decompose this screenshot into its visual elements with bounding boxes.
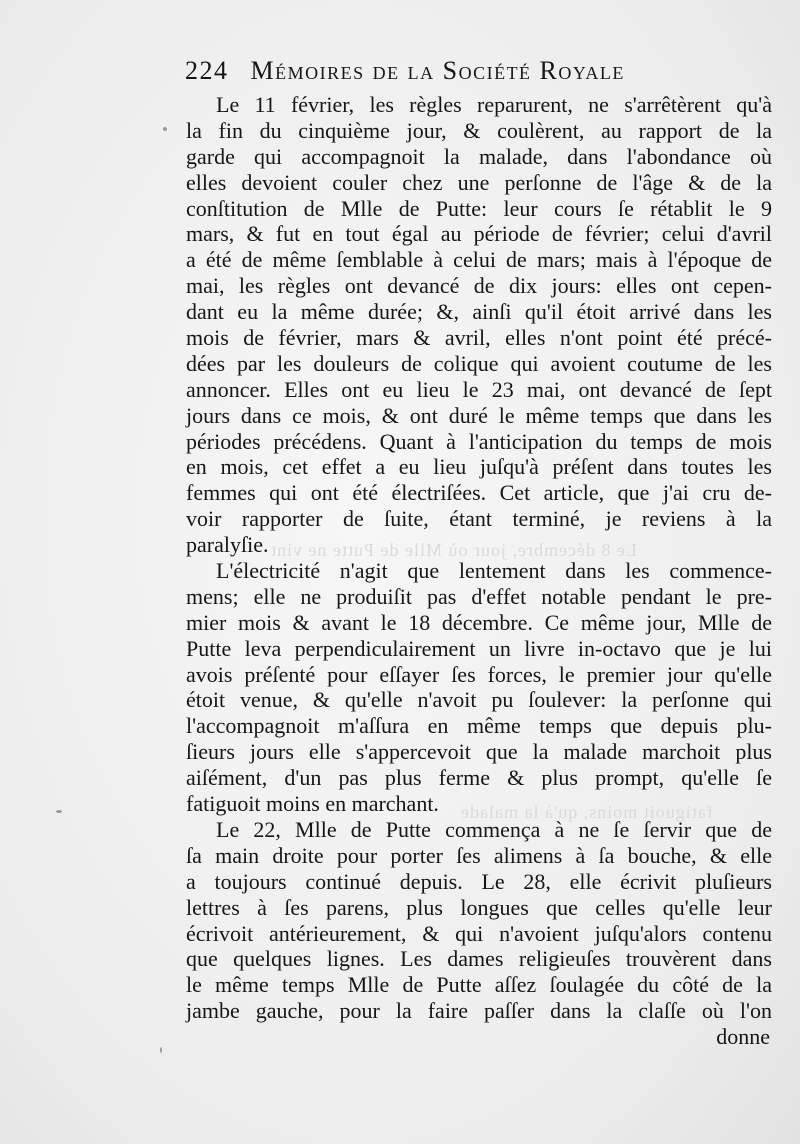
text-line: femmes qui ont été électriſées. Cet article, que j'ai cru de- (186, 480, 772, 506)
catchword: donne (716, 1024, 770, 1050)
text-line: l'accompagnoit m'aſſura en même temps que depuis plu- (186, 713, 772, 739)
text-line: mai, les règles ont devancé de dix jours: elles ont cepen- (186, 273, 772, 299)
text-line: aiſément, d'un pas plus ferme & plus prompt, qu'elle ſe (186, 765, 772, 791)
text-line: écrivoit antérieurement, & qui n'avoient juſqu'alors contenu (186, 920, 772, 946)
text-line: ſa main droite pour porter ſes alimens à ſa bouche, & elle (186, 842, 772, 868)
text-line: conſtitution de Mlle de Putte: leur cours ſe rétablit le 9 (186, 195, 772, 221)
text-line: Le 22, Mlle de Putte commença à ne ſe ſervir que de (216, 816, 772, 842)
text-line: L'électricité n'agit que lentement dans les commence- (216, 558, 772, 584)
text-line: paralyſie. (186, 532, 269, 558)
text-line: garde qui accompagnoit la malade, dans l'abondance où (186, 143, 772, 169)
paper-speck (163, 127, 167, 131)
text-line: le même temps Mlle de Putte aſſez ſoulagée du côté de la (186, 972, 772, 998)
text-line: lettres à ſes parens, plus longues que celles qu'elle leur (186, 894, 772, 920)
text-line: mois de février, mars & avril, elles n'ont point été précé- (186, 325, 772, 351)
text-line: a toujours continué depuis. Le 28, elle écrivit pluſieurs (186, 868, 772, 894)
text-line: mens; elle ne produiſit pas d'effet notable pendant le pre- (186, 583, 772, 609)
page-number: 224 (185, 56, 229, 85)
paper-speck (56, 810, 62, 813)
text-line: voir rapporter de ſuite, étant terminé, je reviens à la (186, 506, 772, 532)
show-through-text: fatiguoit moins, qu'à la malade (460, 802, 713, 822)
text-line: dant eu la même durée; &, ainſi qu'il étoit arrivé dans les (186, 299, 772, 325)
text-line: fatiguoit moins en marchant. (186, 791, 439, 817)
body-text (186, 92, 772, 1050)
running-title: Mémoires de la Société Royale (250, 56, 625, 85)
text-line: elles devoient couler chez une perſonne de l'âge & de la (186, 169, 772, 195)
text-line: avois préſenté pour eſſayer ſes forces, le premier jour qu'elle (186, 661, 772, 687)
show-through-text: Le 8 décembre, jour où Mlle de Putte ne vint (270, 540, 637, 560)
text-line: jambe gauche, pour la faire paſſer dans la claſſe où l'on (186, 998, 772, 1024)
text-line: la fin du cinquième jour, & coulèrent, au rapport de la (186, 117, 772, 143)
text-line: dées par les douleurs de colique qui avoient coutume de les (186, 350, 772, 376)
text-line: mier mois & avant le 18 décembre. Ce même jour, Mlle de (186, 609, 772, 635)
text-line: ſieurs jours elle s'appercevoit que la malade marchoit plus (186, 739, 772, 765)
text-line: mars, & fut en tout égal au période de février; celui d'avril (186, 221, 772, 247)
text-line: étoit venue, & qu'elle n'avoit pu ſoulever: la perſonne qui (186, 687, 772, 713)
text-line: a été de même ſemblable à celui de mars; mais à l'époque de (186, 247, 772, 273)
paper-speck (160, 1047, 162, 1053)
text-line: Putte leva perpendiculairement un livre in-octavo que je lui (186, 635, 772, 661)
text-line: jours dans ce mois, & ont duré le même temps que dans les (186, 402, 772, 428)
text-line: que quelques lignes. Les dames religieuſes trouvèrent dans (186, 946, 772, 972)
text-line: annoncer. Elles ont eu lieu le 23 mai, ont devancé de ſept (186, 376, 772, 402)
text-line: périodes précédens. Quant à l'anticipation du temps de mois (186, 428, 772, 454)
page-header (185, 56, 720, 92)
text-line: Le 11 février, les règles reparurent, ne s'arrêtèrent qu'à (216, 92, 772, 117)
text-line: en mois, cet effet a eu lieu juſqu'à préſent dans toutes les (186, 454, 772, 480)
